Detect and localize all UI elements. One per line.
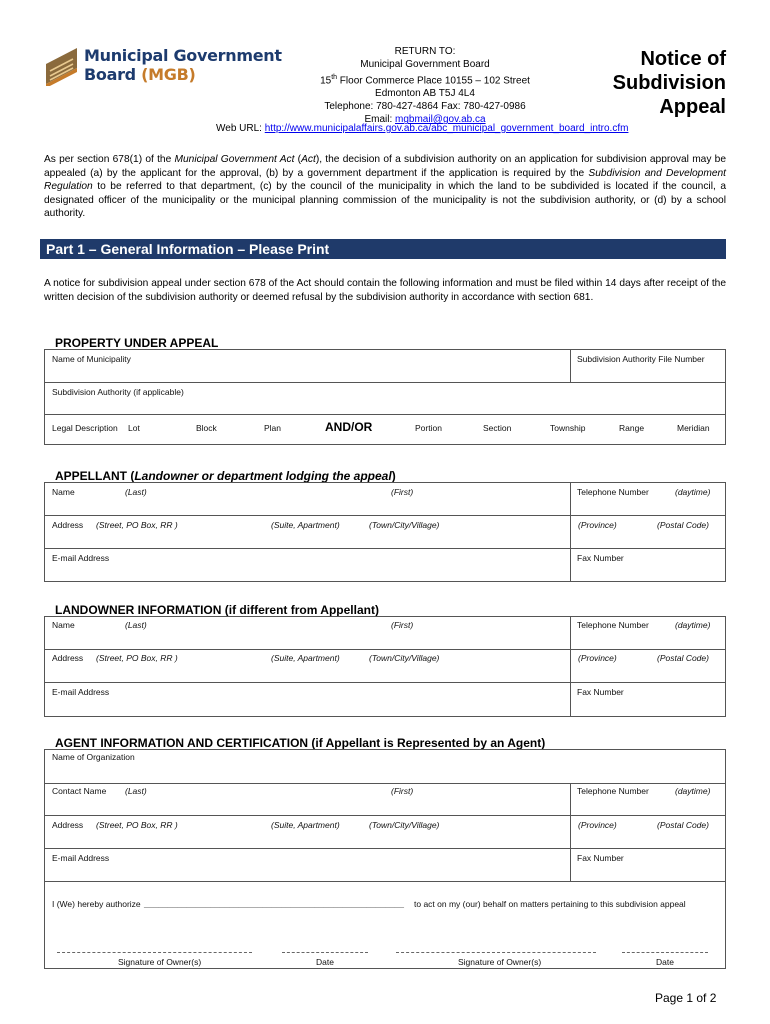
divider bbox=[44, 649, 726, 650]
divider bbox=[44, 414, 726, 415]
mgb-logo-text: Municipal Government Board (MGB) bbox=[84, 46, 282, 84]
first-name-hint: (First) bbox=[391, 620, 414, 630]
section-field[interactable]: Section bbox=[483, 423, 512, 433]
range-field[interactable]: Range bbox=[619, 423, 645, 433]
suite-hint: (Suite, Apartment) bbox=[271, 653, 340, 663]
web-url-link[interactable]: http://www.municipalaffairs.gov.ab.ca/abc_municipal_government_board_intro.cfm bbox=[264, 123, 629, 134]
last-name-hint: (Last) bbox=[125, 620, 147, 630]
appellant-address-field[interactable]: Address bbox=[52, 520, 84, 530]
agent-fax-field[interactable]: Fax Number bbox=[577, 853, 624, 863]
agent-address-field[interactable]: Address bbox=[52, 820, 84, 830]
andor-label: AND/OR bbox=[325, 420, 373, 434]
date2-field[interactable] bbox=[622, 952, 708, 953]
first-name-hint: (First) bbox=[391, 487, 414, 497]
last-name-hint: (Last) bbox=[125, 487, 147, 497]
property-heading: PROPERTY UNDER APPEAL bbox=[55, 336, 219, 350]
town-hint: (Town/City/Village) bbox=[369, 653, 440, 663]
landowner-email-field[interactable]: E-mail Address bbox=[52, 687, 110, 697]
page-number: Page 1 of 2 bbox=[655, 991, 717, 1005]
street-hint: (Street, PO Box, RR ) bbox=[96, 653, 178, 663]
suite-hint: (Suite, Apartment) bbox=[271, 820, 340, 830]
landowner-box bbox=[44, 616, 726, 717]
authorize-name-field[interactable]: _______________________________________________________ bbox=[144, 898, 405, 908]
part1-notice: A notice for subdivision appeal under section 678 of the Act should contain the following information and must be filed within 14 days after receipt of the written decision of the subdivision authority or deemed refusal by the subdivision authority in accordance with section 681. bbox=[44, 278, 726, 303]
appellant-email-field[interactable]: E-mail Address bbox=[52, 553, 110, 563]
return-address: RETURN TO: Municipal Government Board 15th Floor Commerce Place 10155 – 102 Street Edmonton AB T5J 4L4 Telephone: 780-427-4864 Fax: 780-427-0986 Email: mgbmail@gov.ab.ca bbox=[320, 46, 530, 126]
signature1-field[interactable] bbox=[57, 952, 252, 953]
file-number-field[interactable]: Subdivision Authority File Number bbox=[577, 354, 705, 364]
organization-field[interactable]: Name of Organization bbox=[52, 752, 135, 762]
landowner-address-field[interactable]: Address bbox=[52, 653, 84, 663]
divider bbox=[44, 815, 726, 816]
last-name-hint: (Last) bbox=[125, 786, 147, 796]
postal-hint: (Postal Code) bbox=[657, 653, 709, 663]
township-field[interactable]: Township bbox=[550, 423, 586, 433]
divider bbox=[44, 548, 726, 549]
divider bbox=[44, 682, 726, 683]
date2-label: Date bbox=[656, 957, 674, 967]
authorize-label: I (We) hereby authorize bbox=[52, 899, 141, 909]
daytime-hint: (daytime) bbox=[675, 620, 711, 630]
portion-field[interactable]: Portion bbox=[415, 423, 442, 433]
web-url: Web URL: http://www.municipalaffairs.gov.ab.ca/abc_municipal_government_board_intro.cfm bbox=[216, 123, 629, 134]
province-hint: (Province) bbox=[578, 520, 617, 530]
appellant-phone-field[interactable]: Telephone Number bbox=[577, 487, 649, 497]
divider bbox=[570, 616, 571, 717]
appellant-heading: APPELLANT (Landowner or department lodging the appeal) bbox=[55, 469, 396, 483]
appellant-fax-field[interactable]: Fax Number bbox=[577, 553, 624, 563]
plan-field[interactable]: Plan bbox=[264, 423, 282, 433]
agent-email-field[interactable]: E-mail Address bbox=[52, 853, 110, 863]
postal-hint: (Postal Code) bbox=[657, 520, 709, 530]
street-hint: (Street, PO Box, RR ) bbox=[96, 520, 178, 530]
province-hint: (Province) bbox=[578, 653, 617, 663]
divider bbox=[44, 382, 726, 383]
date1-field[interactable] bbox=[282, 952, 368, 953]
signature2-label: Signature of Owner(s) bbox=[458, 957, 542, 967]
subdivision-authority-field[interactable]: Subdivision Authority (if applicable) bbox=[52, 387, 184, 397]
email-link[interactable]: mgbmail@gov.ab.ca bbox=[395, 114, 486, 126]
legal-description-label: Legal Description bbox=[52, 423, 118, 433]
town-hint: (Town/City/Village) bbox=[369, 820, 440, 830]
appellant-name-field[interactable]: Name bbox=[52, 487, 75, 497]
part1-heading: Part 1 – General Information – Please Print bbox=[40, 239, 726, 259]
divider bbox=[44, 515, 726, 516]
postal-hint: (Postal Code) bbox=[657, 820, 709, 830]
agent-heading: AGENT INFORMATION AND CERTIFICATION (if Appellant is Represented by an Agent) bbox=[55, 736, 546, 750]
landowner-fax-field[interactable]: Fax Number bbox=[577, 687, 624, 697]
divider bbox=[570, 482, 571, 582]
province-hint: (Province) bbox=[578, 820, 617, 830]
suite-hint: (Suite, Apartment) bbox=[271, 520, 340, 530]
divider bbox=[570, 783, 571, 881]
intro-paragraph: As per section 678(1) of the Municipal Government Act (Act), the decision of a subdivision authority on an application for subdivision approval may be appealed (a) by the applicant for the approval, (b) by a government department if the application is required by the Subdivision and Development Regulation to be referred to that department, (c) by the council of the municipality in which the land to be subdivided is located if the council, a designated officer of the municipality or the municipal planning commission of the municipality is not the subdivision authority, or (d) by a school authority. bbox=[44, 154, 727, 220]
landowner-heading: LANDOWNER INFORMATION (if different from Appellant) bbox=[55, 603, 379, 617]
date1-label: Date bbox=[316, 957, 334, 967]
authorize-text: to act on my (our) behalf on matters pertaining to this subdivision appeal bbox=[414, 899, 686, 909]
street-hint: (Street, PO Box, RR ) bbox=[96, 820, 178, 830]
meridian-field[interactable]: Meridian bbox=[677, 423, 710, 433]
form-title: Notice of Subdivision Appeal bbox=[612, 48, 726, 118]
first-name-hint: (First) bbox=[391, 786, 414, 796]
lot-field[interactable]: Lot bbox=[128, 423, 140, 433]
landowner-phone-field[interactable]: Telephone Number bbox=[577, 620, 649, 630]
signature2-field[interactable] bbox=[396, 952, 596, 953]
divider bbox=[44, 881, 726, 882]
block-field[interactable]: Block bbox=[196, 423, 217, 433]
signature1-label: Signature of Owner(s) bbox=[118, 957, 202, 967]
daytime-hint: (daytime) bbox=[675, 487, 711, 497]
appellant-box bbox=[44, 482, 726, 582]
mgb-logo-icon bbox=[44, 46, 79, 86]
divider bbox=[570, 349, 571, 382]
contact-name-field[interactable]: Contact Name bbox=[52, 786, 107, 796]
divider bbox=[44, 848, 726, 849]
agent-phone-field[interactable]: Telephone Number bbox=[577, 786, 649, 796]
landowner-name-field[interactable]: Name bbox=[52, 620, 75, 630]
divider bbox=[44, 783, 726, 784]
municipality-field[interactable]: Name of Municipality bbox=[52, 354, 131, 364]
town-hint: (Town/City/Village) bbox=[369, 520, 440, 530]
daytime-hint: (daytime) bbox=[675, 786, 711, 796]
